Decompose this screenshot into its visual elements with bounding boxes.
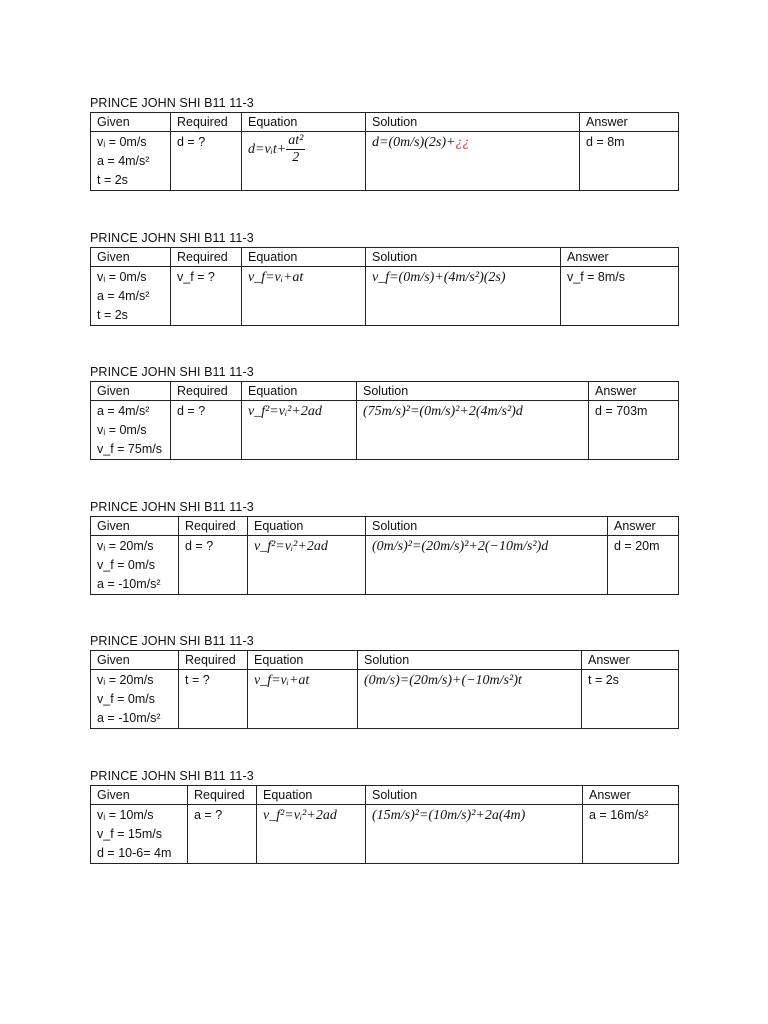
equation-lhs: d=vᵢt+ bbox=[248, 142, 287, 157]
solution-cell bbox=[366, 535, 608, 594]
column-header-required: Required bbox=[171, 113, 242, 132]
header-row bbox=[91, 247, 679, 266]
column-header-equation: Equation bbox=[242, 113, 366, 132]
equation-cell bbox=[248, 670, 358, 729]
required-cell: d = ? bbox=[171, 401, 242, 460]
given-value: a = 4m/s² bbox=[97, 288, 150, 303]
solution-text: v_f=(0m/s)+(4m/s²)(2s) bbox=[372, 269, 506, 285]
kinematics-table bbox=[90, 247, 679, 326]
required-cell: a = ? bbox=[188, 804, 257, 863]
block-title: PRINCE JOHN SHI B11 11-3 bbox=[90, 96, 254, 110]
given-value: vᵢ = 0m/s bbox=[97, 269, 147, 284]
solution-text: d=(0m/s)(2s)+ bbox=[372, 135, 456, 150]
answer-cell: a = 16m/s² bbox=[583, 804, 679, 863]
given-value: v_f = 15m/s bbox=[97, 826, 162, 841]
table-row bbox=[91, 266, 679, 325]
kinematics-table bbox=[90, 112, 679, 191]
solution-text: (0m/s)²=(20m/s)²+2(−10m/s²)d bbox=[372, 538, 549, 554]
equation-text: v_f=vᵢ+at bbox=[254, 673, 310, 688]
table-row bbox=[91, 401, 679, 460]
block-title: PRINCE JOHN SHI B11 11-3 bbox=[90, 365, 254, 379]
solution-cell bbox=[366, 132, 580, 191]
table-row bbox=[91, 670, 679, 729]
solution-cell bbox=[357, 401, 589, 460]
column-header-answer: Answer bbox=[583, 785, 679, 804]
header-row bbox=[91, 651, 679, 670]
given-value: t = 2s bbox=[97, 173, 128, 187]
garbled-glyphs: ¿¿ bbox=[455, 135, 470, 150]
column-header-solution: Solution bbox=[357, 382, 589, 401]
solution-text: (15m/s)²=(10m/s)²+2a(4m) bbox=[372, 807, 526, 823]
given-cell bbox=[91, 670, 179, 729]
given-value: a = 4m/s² bbox=[97, 154, 150, 168]
header-row bbox=[91, 516, 679, 535]
answer-cell: t = 2s bbox=[582, 670, 679, 729]
column-header-equation: Equation bbox=[248, 651, 358, 670]
table-row bbox=[91, 132, 679, 191]
given-value: vᵢ = 0m/s bbox=[97, 135, 147, 149]
column-header-given: Given bbox=[91, 516, 179, 535]
solution-cell bbox=[358, 670, 582, 729]
column-header-equation: Equation bbox=[257, 785, 366, 804]
equation-cell bbox=[248, 535, 366, 594]
column-header-solution: Solution bbox=[366, 785, 583, 804]
fraction-denominator: 2 bbox=[292, 150, 300, 165]
column-header-required: Required bbox=[171, 247, 242, 266]
block-title: PRINCE JOHN SHI B11 11-3 bbox=[90, 768, 254, 783]
column-header-equation: Equation bbox=[248, 516, 366, 535]
equation-fraction bbox=[286, 133, 305, 166]
problem-block bbox=[90, 768, 678, 903]
problem-block bbox=[90, 499, 678, 634]
given-value: vᵢ = 20m/s bbox=[97, 538, 154, 553]
given-value: a = -10m/s² bbox=[97, 711, 161, 725]
given-value: vᵢ = 0m/s bbox=[97, 423, 147, 437]
solution-cell bbox=[366, 266, 561, 325]
problem-block bbox=[90, 364, 678, 499]
given-value: v_f = 0m/s bbox=[97, 557, 156, 572]
block-title: PRINCE JOHN SHI B11 11-3 bbox=[90, 634, 254, 648]
given-value: vᵢ = 10m/s bbox=[97, 807, 154, 822]
given-cell bbox=[91, 266, 171, 325]
kinematics-table bbox=[90, 785, 679, 864]
equation-cell bbox=[242, 132, 366, 191]
problem-block bbox=[90, 633, 678, 768]
given-value: d = 10-6= 4m bbox=[97, 845, 172, 860]
column-header-solution: Solution bbox=[366, 247, 561, 266]
block-title: PRINCE JOHN SHI B11 11-3 bbox=[90, 230, 254, 245]
required-cell: t = ? bbox=[179, 670, 248, 729]
column-header-equation: Equation bbox=[242, 382, 357, 401]
table-row bbox=[91, 804, 679, 863]
kinematics-table bbox=[90, 516, 679, 595]
given-value: a = -10m/s² bbox=[97, 576, 161, 591]
required-cell: d = ? bbox=[179, 535, 248, 594]
problem-block bbox=[90, 95, 678, 230]
column-header-given: Given bbox=[91, 382, 171, 401]
column-header-answer: Answer bbox=[589, 382, 679, 401]
header-row bbox=[91, 785, 679, 804]
column-header-answer: Answer bbox=[608, 516, 679, 535]
required-cell: v_f = ? bbox=[171, 266, 242, 325]
column-header-given: Given bbox=[91, 785, 188, 804]
given-value: v_f = 0m/s bbox=[97, 692, 156, 706]
column-header-equation: Equation bbox=[242, 247, 366, 266]
column-header-solution: Solution bbox=[366, 516, 608, 535]
kinematics-table bbox=[90, 650, 679, 729]
solution-text: (75m/s)²=(0m/s)²+2(4m/s²)d bbox=[363, 404, 523, 419]
equation-text: v_f²=vᵢ²+2ad bbox=[248, 404, 322, 419]
answer-cell: d = 8m bbox=[580, 132, 679, 191]
column-header-required: Required bbox=[171, 382, 242, 401]
column-header-answer: Answer bbox=[580, 113, 679, 132]
column-header-given: Given bbox=[91, 247, 171, 266]
column-header-given: Given bbox=[91, 651, 179, 670]
given-cell bbox=[91, 535, 179, 594]
given-cell bbox=[91, 401, 171, 460]
column-header-solution: Solution bbox=[358, 651, 582, 670]
given-cell bbox=[91, 804, 188, 863]
column-header-required: Required bbox=[188, 785, 257, 804]
answer-cell: d = 703m bbox=[589, 401, 679, 460]
required-cell: d = ? bbox=[171, 132, 242, 191]
equation-cell bbox=[257, 804, 366, 863]
given-value: v_f = 75m/s bbox=[97, 442, 162, 456]
column-header-solution: Solution bbox=[366, 113, 580, 132]
column-header-required: Required bbox=[179, 516, 248, 535]
problem-block bbox=[90, 230, 678, 365]
header-row bbox=[91, 113, 679, 132]
equation-cell bbox=[242, 401, 357, 460]
column-header-answer: Answer bbox=[582, 651, 679, 670]
given-value: t = 2s bbox=[97, 307, 128, 322]
solution-cell bbox=[366, 804, 583, 863]
table-row bbox=[91, 535, 679, 594]
answer-cell: d = 20m bbox=[608, 535, 679, 594]
header-row bbox=[91, 382, 679, 401]
column-header-required: Required bbox=[179, 651, 248, 670]
given-value: a = 4m/s² bbox=[97, 404, 150, 418]
given-value: vᵢ = 20m/s bbox=[97, 673, 154, 687]
document-page bbox=[90, 95, 678, 902]
solution-text: (0m/s)=(20m/s)+(−10m/s²)t bbox=[364, 673, 522, 688]
column-header-answer: Answer bbox=[561, 247, 679, 266]
answer-cell: v_f = 8m/s bbox=[561, 266, 679, 325]
equation-text: v_f=vᵢ+at bbox=[248, 269, 304, 285]
equation-cell bbox=[242, 266, 366, 325]
block-title: PRINCE JOHN SHI B11 11-3 bbox=[90, 499, 254, 514]
equation-text: v_f²=vᵢ²+2ad bbox=[254, 538, 328, 554]
kinematics-table bbox=[90, 381, 679, 460]
equation-text: v_f²=vᵢ²+2ad bbox=[263, 807, 337, 823]
fraction-numerator: at² bbox=[288, 133, 304, 148]
given-cell bbox=[91, 132, 171, 191]
column-header-given: Given bbox=[91, 113, 171, 132]
